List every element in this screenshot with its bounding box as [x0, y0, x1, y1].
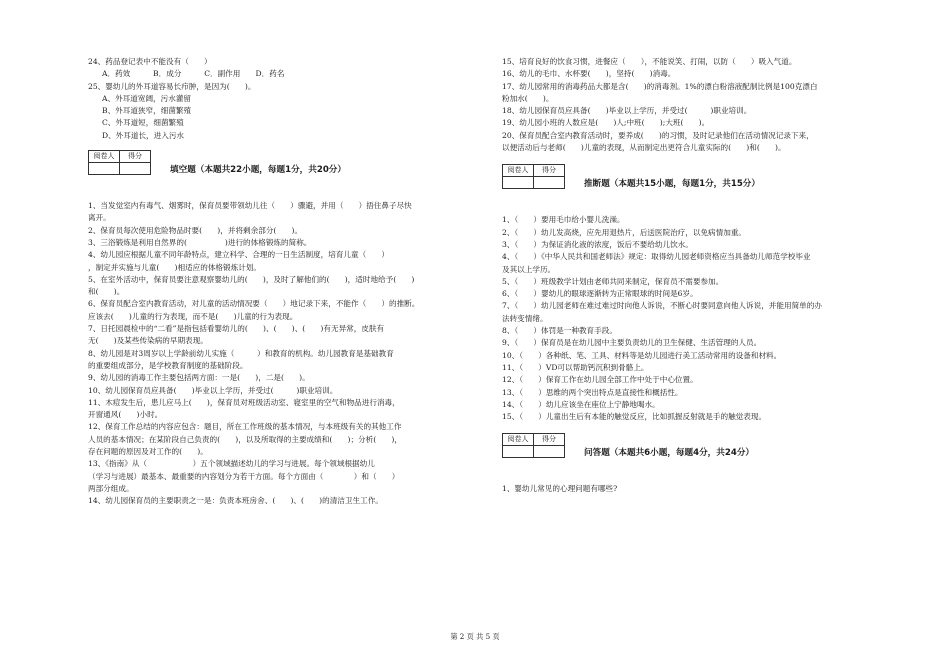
score-label: 得分	[120, 151, 151, 163]
text-line: 7、（ ）幼儿园老师在难过难过时向他人诉说，不断心时要同意向他人诉说，并能用简单的办	[502, 301, 822, 311]
text-line: 1、（ ）要用毛巾给小婴儿洗澡。	[502, 215, 625, 225]
text-line: C、外耳道短，细菌繁殖	[102, 118, 184, 128]
left-column	[88, 56, 483, 508]
score-box-qa	[502, 433, 877, 477]
text-line: 9、（ ）保育员是在幼儿园中主要负责幼儿的卫生保健、生活管理的人员。	[502, 338, 762, 348]
text-line: 10、幼儿园保育员应具备( )毕业以上学历，并受过( )职业培训。	[88, 385, 338, 395]
text-line: 3、（ ）为保证消化液的浓度，饭后不要给幼儿饮水。	[502, 239, 693, 249]
score-box-judge	[502, 164, 877, 208]
grader-cell	[503, 177, 534, 189]
section-title-judge: 推断题（本题共15小题，每题1分，共15分）	[584, 179, 760, 190]
text-line: （学习与进展）最基本、最重要的内容划分为若干方面。每个方面由（ ）和（ ）	[88, 471, 400, 481]
text-line: 15、（ ）儿童出生后有本能的触觉反应，比如抓握反射就是手的触觉表现。	[502, 412, 767, 422]
text-line: 14、幼儿园保育员的主要职责之一是：负责本班房舍、( )、( )的清洁卫生工作。	[88, 496, 383, 506]
text-line: D、外耳道长，进入污水	[102, 130, 185, 140]
text-line: 7、日托园晨检中的“二看”是指包括看婴幼儿的( )、( )、( )有无异常，皮肤有	[88, 324, 385, 334]
text-line: 以便活动后与老师( )儿童的表现，从而制定出更符合儿童实际的( )和( )。	[502, 143, 786, 153]
text-line: 无( )及某些传染病的早期表现。	[88, 336, 208, 346]
text-line: 存在问题的原因及对工作的( )。	[88, 447, 208, 457]
score-cell	[120, 163, 151, 175]
text-line: 18、幼儿园保育员应具备( )毕业以上学历，并受过( )职业培训。	[502, 106, 752, 116]
text-line: 12、保育工作总结的内容应包含：题目，所在工作班级的基本情况，与本班级有关的其他工作	[88, 422, 402, 432]
fill-blank-block	[88, 200, 483, 507]
text-line: 15、培育良好的饮食习惯，进餐应（ ），不能说笑、打闹，以防（ ）吸入气道。	[502, 57, 797, 66]
text-line: 9、幼儿园的消毒工作主要包括两方面：一是( )，二是( )。	[88, 373, 310, 383]
text-line: 14、（ ）幼儿应该坐在座位上宁静地喝水。	[502, 399, 660, 409]
text-line: 10、（ ）各种纸、笔、工具、材料等是幼儿园进行美工活动常用的设备和材料。	[502, 350, 782, 360]
qa-block	[502, 483, 877, 495]
text-line: 6、（ ）婴幼儿的眼球逐渐转为正常眼球的时间是6岁。	[502, 289, 698, 299]
text-line: 应该去( )儿童的行为表现，而不是( )儿童的行为表现。	[88, 311, 298, 321]
text-line: 11、木痘发生后，患儿应马上( )，保育员对班级活动室、寝室里的空气和物品进行消毒，	[88, 397, 400, 407]
text-line: 24、药品登记表中不能没有（ ）	[88, 57, 212, 66]
text-line: A．药效 B．成分 C．副作用 D．药名	[102, 69, 285, 79]
grader-label: 阅卷人	[89, 151, 120, 163]
text-line: 16、幼儿的毛巾、水杯要( )，坚持( )消毒。	[502, 69, 676, 79]
text-line: 粉加水( )。	[502, 93, 554, 103]
text-line: 5、在室外活动中，保育员要注意观察婴幼儿的( )，及时了解他们的( )，适时地给予( )	[88, 274, 415, 284]
score-table	[88, 150, 151, 175]
text-line: A、外耳道宽阔，污水灌留	[102, 93, 192, 103]
text-line: ，制定并实施与儿童( )相适应的体格锻炼计划。	[88, 262, 261, 272]
section-title-fill: 填空题（本题共22小题，每题1分，共20分）	[170, 165, 346, 176]
text-line: 两部分组成。	[88, 483, 134, 493]
text-line: 11、（ ）VD可以帮助钙沉积到骨骼上。	[502, 362, 649, 372]
text-line: 4、幼儿园应根据儿童不同年龄特点，建立科学、合理的一日生活制度，培育儿童（ ）	[88, 250, 389, 260]
multiple-choice-block	[88, 56, 483, 142]
text-line: 1、婴幼儿常见的心理问题有哪些?	[502, 484, 618, 494]
score-box-fill	[88, 150, 483, 194]
fill-blank-continued-block	[502, 56, 877, 154]
page-footer: 第 2 页 共 5 页	[450, 632, 500, 641]
grader-cell	[503, 446, 534, 458]
text-line: 2、保育员每次使用危险物品时要( )，并将剩余部分( )。	[88, 225, 303, 235]
section-title-qa: 问答题（本题共6小题，每题4分，共24分）	[584, 448, 755, 459]
text-line: 6、保育员配合室内教育活动，对儿童的活动情况要（ ）地记录下来，不能作（ ）的推断。	[88, 299, 420, 309]
score-table	[502, 433, 565, 458]
text-line: 5、（ ）班级教学计划由老师共同来制定，保育员不需要参加。	[502, 276, 724, 286]
text-line: 8、（ ）体罚是一种教育手段。	[502, 326, 617, 336]
text-line: 17、幼儿园常用的消毒药品大都是含( )的消毒剂。1%的漂白粉溶液配制比例是100克漂白	[502, 81, 818, 91]
text-line: 及其以上学历。	[502, 264, 556, 274]
text-line: 1、当发觉室内有毒气、烟雾时，保育员要带领幼儿往（ ）骤避，并用（ ）捂住鼻子尽快	[88, 201, 412, 211]
grader-cell	[89, 163, 120, 175]
text-line: 开窗通风( )小时。	[88, 410, 163, 420]
text-line: 2、（ ）幼儿发高烧，应先用退热片，后送医院治疗，以免病情加重。	[502, 227, 747, 237]
right-column	[502, 56, 877, 496]
text-line: 和( )。	[88, 287, 125, 297]
text-line: 4、（ ）《中华人民共和国老师法》规定：取得幼儿园老师资格应当具备幼儿师范学校毕业	[502, 252, 811, 262]
text-line: 的重要组成部分，是学校教育制度的基础阶段。	[88, 360, 248, 370]
text-line: 12、（ ）保育工作在幼儿园全部工作中处于中心位置。	[502, 375, 698, 385]
text-line: 20、保育员配合室内教育活动时，要养成( )的习惯，及时记录他们在活动情况记录下来，	[502, 130, 814, 140]
text-line: 13、《指南》从（ ）五个领域描述幼儿的学习与进展。每个领域根据幼儿	[88, 459, 375, 469]
grader-label: 阅卷人	[503, 434, 534, 446]
score-label: 得分	[534, 165, 565, 177]
text-line: 法转变情绪。	[502, 313, 548, 323]
score-cell	[534, 177, 565, 189]
text-line: 13、（ ）思维的两个突出特点是直接性和概括性。	[502, 387, 683, 397]
text-line: 离开。	[88, 213, 111, 223]
text-line: B、外耳道狭窄，细菌繁殖	[102, 106, 192, 116]
text-line: 25、婴幼儿的外耳道容易长疖肿，是因为( )。	[88, 81, 256, 91]
score-label: 得分	[534, 434, 565, 446]
text-line: 19、幼儿园小班的人数应是( )人;中班( );大班( )。	[502, 118, 710, 128]
text-line: 8、幼儿园是对3周岁以上学龄前幼儿实施（ ）和教育的机构。幼儿园教育是基础教育	[88, 348, 394, 358]
text-line: 人员的基本情况；在某阶段自己负责的( )，以及所取得的主要成绩和( )；分析( )，	[88, 434, 402, 444]
judge-block	[502, 214, 877, 423]
text-line: 3、三浴锻炼是利用自然界的( )进行的体格锻炼的简称。	[88, 237, 312, 247]
score-table	[502, 164, 565, 189]
score-cell	[534, 446, 565, 458]
grader-label: 阅卷人	[503, 165, 534, 177]
